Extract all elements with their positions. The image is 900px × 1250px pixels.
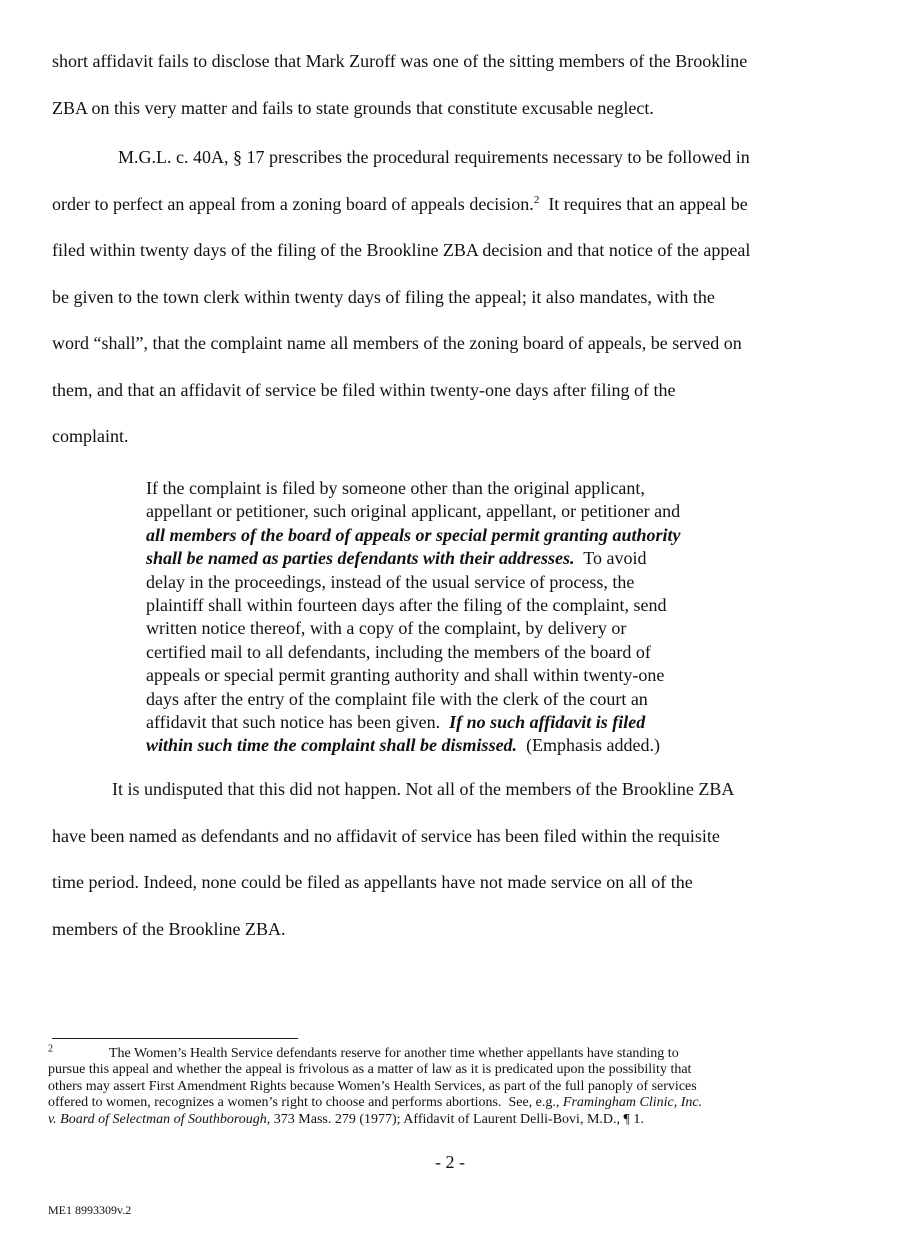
footnote-line: [48, 1095, 868, 1111]
quote-line: [146, 547, 786, 570]
footnote-separator: [52, 1038, 298, 1039]
text-line: [52, 181, 860, 228]
footnote-line: pursue this appeal and whether the appeal is frivolous as a matter of law as it is predicated upon the possibility that: [48, 1062, 692, 1078]
document-id: ME1 8993309v.2: [48, 1203, 132, 1217]
case-citation: Framingham Clinic, Inc.: [562, 1095, 703, 1111]
quote-emphasis: within such time the complaint shall be dismissed.: [146, 735, 518, 756]
text-segment: To avoid: [574, 548, 647, 569]
text-segment: (Emphasis added.): [517, 735, 661, 756]
quote-line: plaintiff shall within fourteen days after the filing of the complaint, send: [146, 595, 667, 616]
quote-line: If the complaint is filed by someone other than the original applicant,: [146, 478, 645, 498]
text-line: members of the Brookline ZBA.: [52, 918, 286, 939]
text-line: filed within twenty days of the filing of the Brookline ZBA decision and that notice of the appeal: [52, 240, 751, 260]
paragraph-statute-requirements: [52, 134, 860, 460]
footnote-number: 2: [48, 1043, 53, 1055]
paragraph-undisputed: [52, 766, 860, 952]
text-line: have been named as defendants and no affidavit of service has been filed within the requisite: [52, 825, 720, 846]
text-line: It is undisputed that this did not happen. Not all of the members of the Brookline ZBA: [112, 779, 735, 799]
page-number: - 2 -: [435, 1152, 465, 1172]
text-segment: 373 Mass. 279 (1977); Affidavit of Laurent Delli-Bovi, M.D., ¶ 1.: [270, 1111, 644, 1127]
footnote-line: others may assert First Amendment Rights because Women’s Health Services, as part of the full panoply of services: [48, 1078, 697, 1094]
paragraph-continuation: [52, 38, 860, 131]
text-line: them, and that an affidavit of service be filed within twenty-one days after filing of the: [52, 379, 676, 400]
text-line: ZBA on this very matter and fails to state grounds that constitute excusable neglect.: [52, 97, 654, 118]
text-line: complaint.: [52, 426, 129, 446]
quote-line: written notice thereof, with a copy of the complaint, by delivery or: [146, 618, 627, 639]
text-line: be given to the town clerk within twenty days of filing the appeal; it also mandates, with the: [52, 286, 715, 307]
quote-emphasis: If no such affidavit is filed: [449, 712, 646, 733]
case-citation: v. Board of Selectman of Southborough,: [48, 1111, 271, 1127]
footnote: [48, 1043, 868, 1128]
text-segment: It requires that an appeal be: [539, 193, 748, 214]
text-line: M.G.L. c. 40A, § 17 prescribes the procedural requirements necessary to be followed in: [118, 147, 750, 167]
text-segment: affidavit that such notice has been given.: [146, 712, 450, 733]
quote-line: [146, 734, 786, 757]
quote-line: appeals or special permit granting authority and shall within twenty-one: [146, 665, 665, 686]
block-quote: [146, 477, 786, 758]
text-line: word “shall”, that the complaint name all members of the zoning board of appeals, be served on: [52, 333, 742, 353]
quote-emphasis: shall be named as parties defendants with their addresses.: [146, 548, 575, 569]
text-segment: offered to women, recognizes a women’s right to choose and performs abortions. See, e.g.,: [48, 1095, 563, 1111]
footnote-line: [48, 1112, 868, 1128]
quote-line: [146, 711, 786, 734]
text-line: short affidavit fails to disclose that Mark Zuroff was one of the sitting members of the Brookline: [52, 51, 748, 71]
text-segment: order to perfect an appeal from a zoning board of appeals decision.: [52, 193, 534, 214]
quote-line: delay in the proceedings, instead of the usual service of process, the: [146, 571, 635, 592]
footnote-line: [48, 1043, 868, 1062]
quote-line: appellant or petitioner, such original applicant, appellant, or petitioner and: [146, 501, 681, 522]
text-segment: The Women’s Health Service defendants reserve for another time whether appellants have standing to: [109, 1046, 679, 1061]
quote-line: days after the entry of the complaint file with the clerk of the court an: [146, 688, 648, 709]
text-line: time period. Indeed, none could be filed as appellants have not made service on all of the: [52, 872, 693, 892]
quote-line-emphasis: all members of the board of appeals or special permit granting authority: [146, 524, 681, 545]
footnote-reference: 2: [533, 193, 540, 206]
quote-line: certified mail to all defendants, including the members of the board of: [146, 641, 651, 662]
